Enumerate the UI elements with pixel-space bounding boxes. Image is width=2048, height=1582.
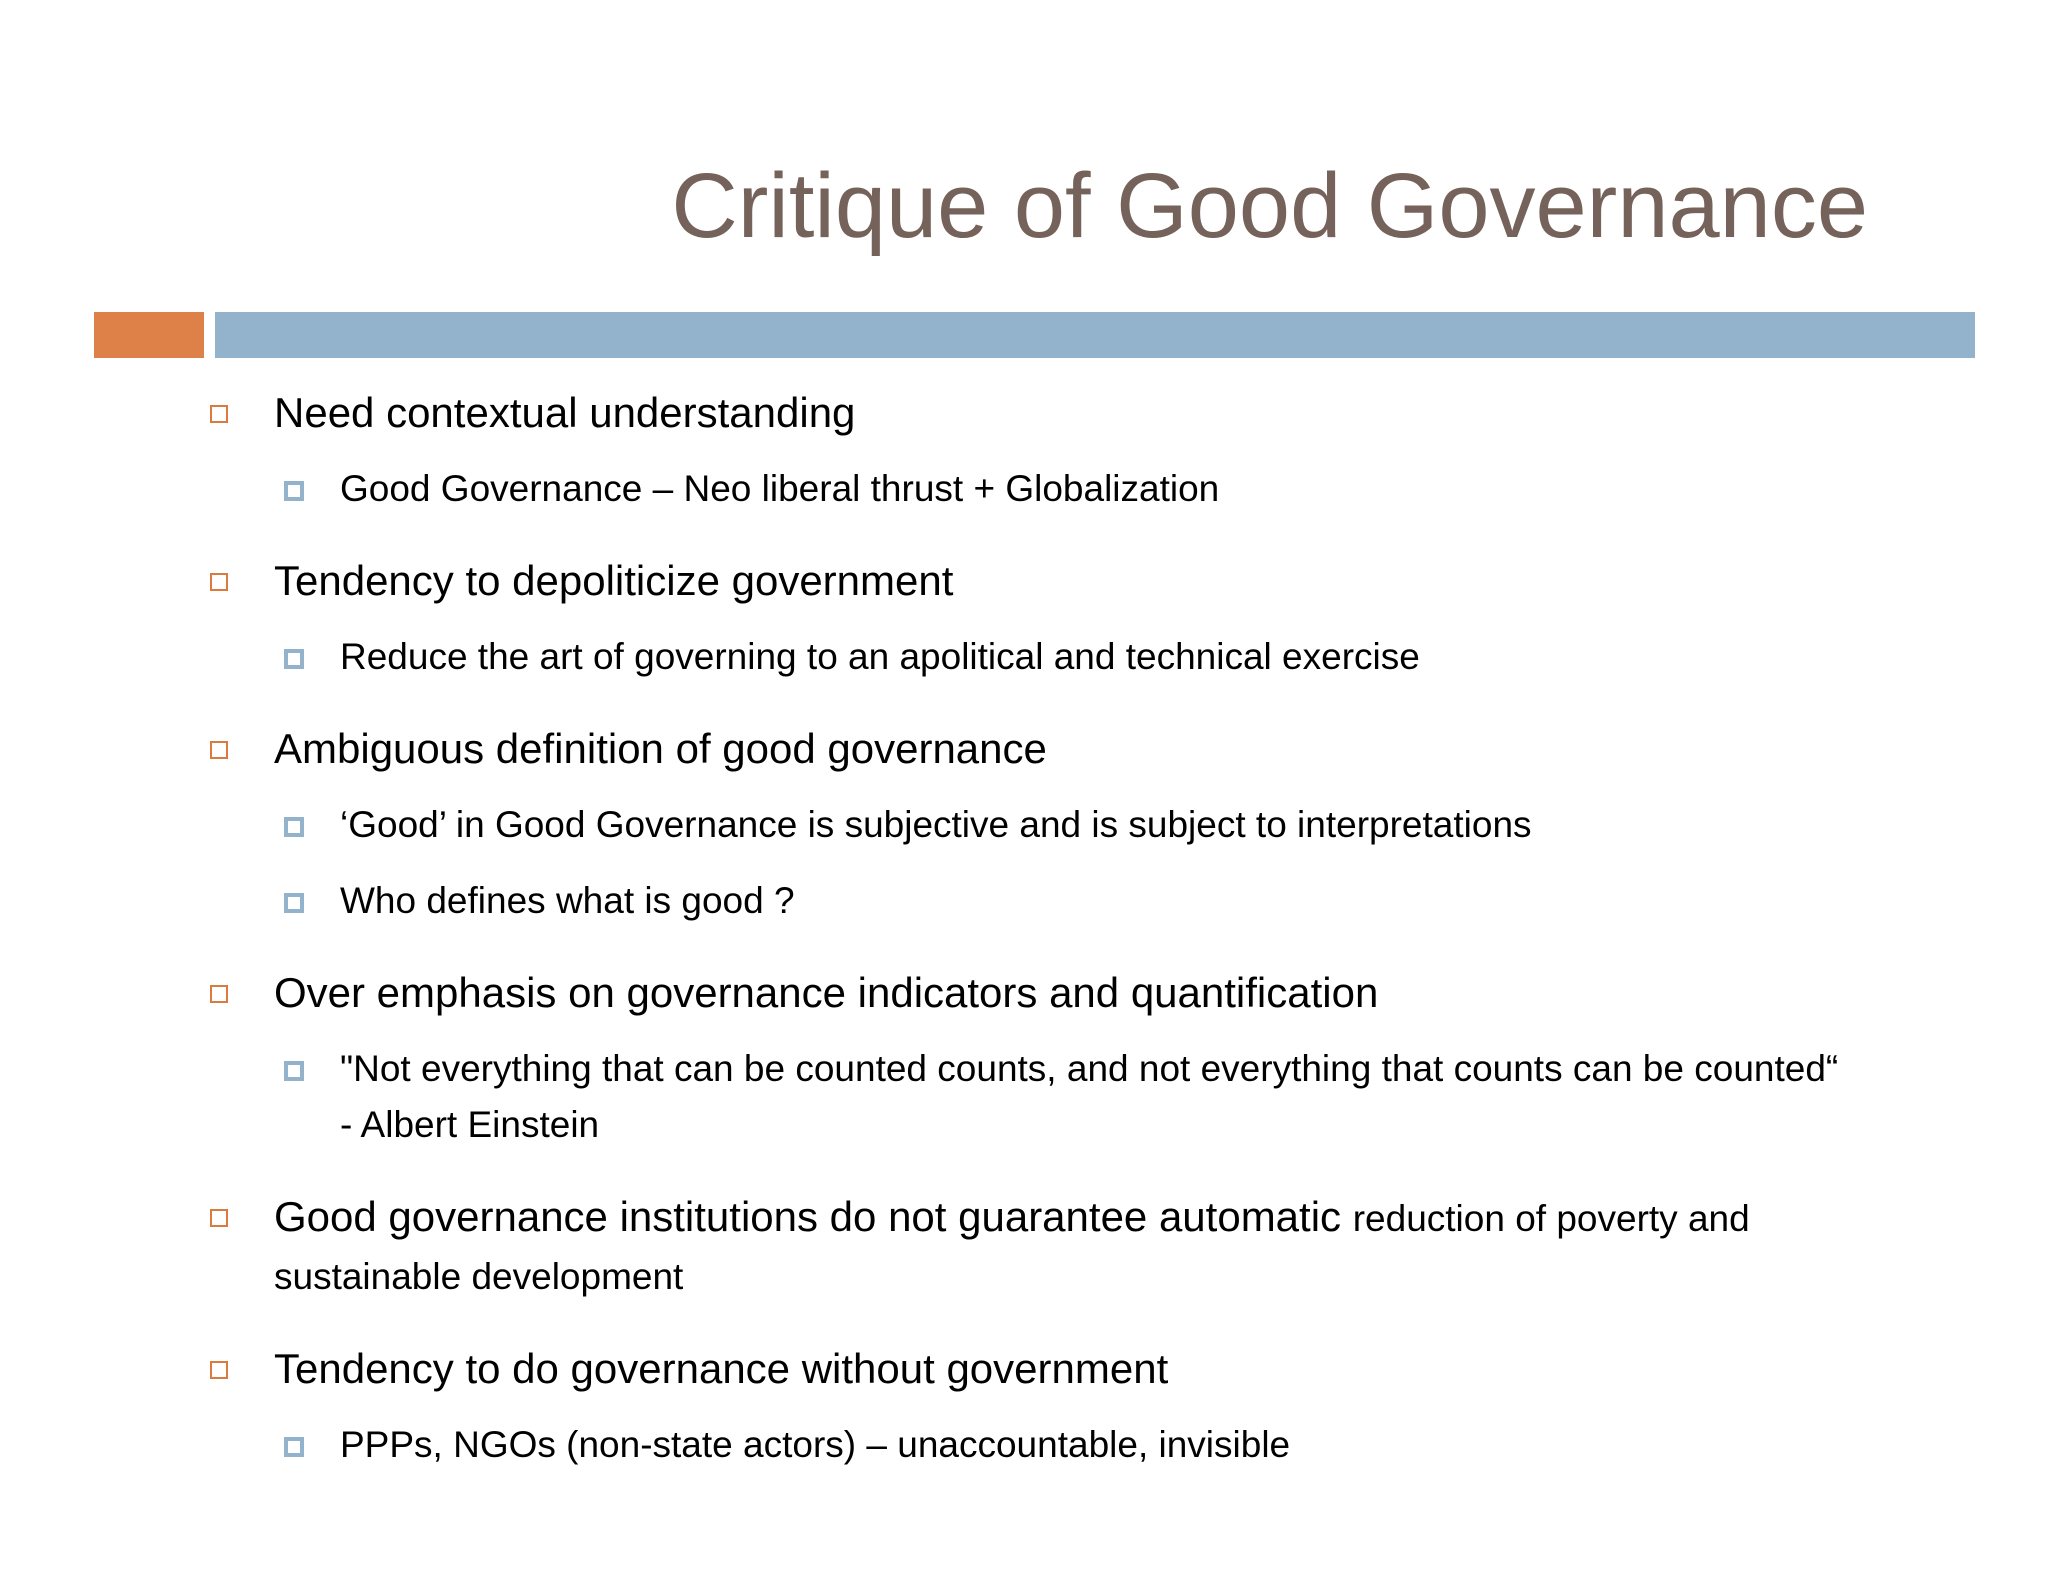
square-bullet-icon xyxy=(210,1209,228,1227)
square-bullet-icon xyxy=(210,985,228,1003)
sub-bullet-item xyxy=(200,1041,1850,1153)
sub-bullet-item xyxy=(200,461,1850,517)
sub-bullet-item xyxy=(200,873,1850,929)
bullet-item xyxy=(200,1189,1850,1305)
bullet-item xyxy=(200,553,1850,609)
accent-bar-orange xyxy=(94,312,204,358)
square-sub-bullet-icon xyxy=(284,817,304,837)
bullet-text: Tendency to do governance without government xyxy=(274,1345,1169,1392)
square-bullet-icon xyxy=(210,741,228,759)
bullet-text-continuation: reduction of poverty and sustainable development xyxy=(274,1198,1750,1297)
bullet-text: Tendency to depoliticize government xyxy=(274,557,954,604)
bullet-item xyxy=(200,965,1850,1021)
square-sub-bullet-icon xyxy=(284,481,304,501)
sub-bullet-text: PPPs, NGOs (non-state actors) – unaccountable, invisible xyxy=(340,1424,1291,1465)
square-bullet-icon xyxy=(210,405,228,423)
sub-bullet-text: Who defines what is good ? xyxy=(340,880,795,921)
sub-bullet-text: Good Governance – Neo liberal thrust + Globalization xyxy=(340,468,1220,509)
square-sub-bullet-icon xyxy=(284,893,304,913)
bullet-item xyxy=(200,721,1850,777)
bullet-text: Need contextual understanding xyxy=(274,389,856,436)
slide-title: Critique of Good Governance xyxy=(671,155,1868,257)
sub-bullet-item xyxy=(200,797,1850,853)
bullet-item xyxy=(200,385,1850,441)
square-sub-bullet-icon xyxy=(284,1437,304,1457)
square-sub-bullet-icon xyxy=(284,649,304,669)
sub-bullet-text: Reduce the art of governing to an apolitical and technical exercise xyxy=(340,636,1420,677)
square-bullet-icon xyxy=(210,1361,228,1379)
sub-bullet-text: "Not everything that can be counted counts, and not everything that counts can be counted“ - Albert Einstein xyxy=(340,1048,1839,1145)
bullet-text: Good governance institutions do not guarantee automatic xyxy=(274,1193,1342,1240)
bullet-text: Ambiguous definition of good governance xyxy=(274,725,1047,772)
accent-bar-blue xyxy=(215,312,1975,358)
square-sub-bullet-icon xyxy=(284,1061,304,1081)
bullet-item xyxy=(200,1341,1850,1397)
bullet-list xyxy=(200,385,1850,1473)
square-bullet-icon xyxy=(210,573,228,591)
sub-bullet-item xyxy=(200,629,1850,685)
sub-bullet-text: ‘Good’ in Good Governance is subjective and is subject to interpretations xyxy=(340,804,1532,845)
bullet-text: Over emphasis on governance indicators and quantification xyxy=(274,969,1379,1016)
sub-bullet-item xyxy=(200,1417,1850,1473)
